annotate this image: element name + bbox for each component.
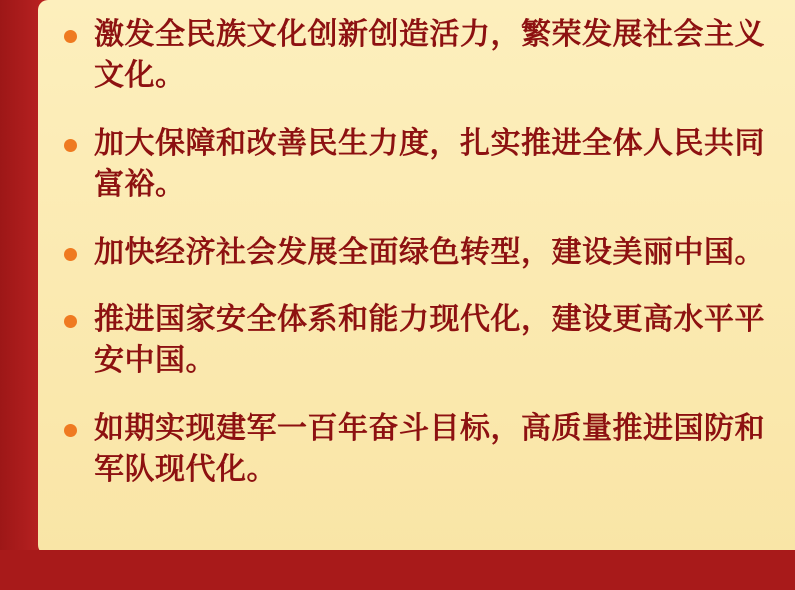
list-item bbox=[58, 123, 765, 206]
bullet-dot-icon bbox=[64, 424, 77, 437]
left-red-band bbox=[0, 0, 38, 590]
bullet-dot-icon bbox=[64, 139, 77, 152]
list-item bbox=[58, 299, 765, 382]
list-item-text: 加快经济社会发展全面绿色转型，建设美丽中国。 bbox=[94, 234, 765, 270]
list-item bbox=[58, 14, 765, 97]
bullet-list bbox=[58, 14, 765, 491]
bullet-dot-icon bbox=[64, 248, 77, 261]
list-item-text: 激发全民族文化创新创造活力，繁荣发展社会主义文化。 bbox=[94, 17, 765, 94]
list-item-text: 如期实现建军一百年奋斗目标，高质量推进国防和军队现代化。 bbox=[94, 410, 765, 488]
bullet-dot-icon bbox=[64, 30, 77, 43]
bottom-red-band bbox=[0, 550, 795, 590]
list-item-text: 推进国家安全体系和能力现代化，建设更高水平平安中国。 bbox=[94, 301, 765, 379]
bullet-dot-icon bbox=[64, 315, 77, 328]
content-card bbox=[38, 0, 795, 555]
list-item bbox=[58, 408, 765, 491]
list-item-text: 加大保障和改善民生力度，扎实推进全体人民共同富裕。 bbox=[94, 125, 765, 203]
list-item bbox=[58, 232, 765, 273]
